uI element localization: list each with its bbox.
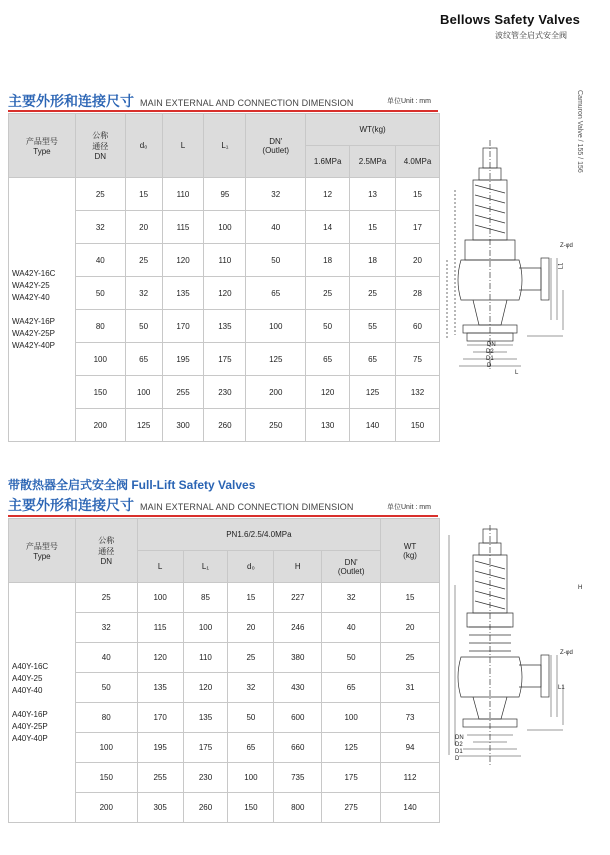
table-cell: 175 bbox=[183, 733, 228, 763]
col-dn-cn2: 通径 bbox=[92, 142, 109, 151]
table-cell: 175 bbox=[204, 343, 246, 376]
table-cell: 227 bbox=[274, 583, 322, 613]
table-cell: 255 bbox=[162, 376, 204, 409]
table-cell: 65 bbox=[246, 277, 306, 310]
table-cell: 65 bbox=[322, 673, 381, 703]
drawing1-label-d2: D2 bbox=[486, 349, 494, 355]
section2-heading bbox=[8, 495, 354, 515]
col-wt-p1: 1.6MPa bbox=[306, 146, 350, 178]
table-cell: 32 bbox=[228, 673, 274, 703]
model-name: A40Y-25P bbox=[12, 721, 48, 731]
dimension-table-2 bbox=[8, 518, 440, 823]
col-wt-p3: 4.0MPa bbox=[396, 146, 440, 178]
col-type-en: Type bbox=[33, 146, 51, 156]
table-cell: 95 bbox=[204, 178, 246, 211]
table-cell: 305 bbox=[137, 793, 183, 823]
table-cell: 100 bbox=[228, 763, 274, 793]
col-dnp: DN' bbox=[269, 136, 283, 146]
page-header-subtitle: 波纹管全启式安全阀 bbox=[495, 31, 567, 40]
table-cell: 100 bbox=[246, 310, 306, 343]
table-cell: 55 bbox=[350, 310, 396, 343]
table-cell: 110 bbox=[183, 643, 228, 673]
section1-unit: 单位Unit : mm bbox=[387, 98, 431, 105]
table-cell: 40 bbox=[246, 211, 306, 244]
table-cell: 110 bbox=[204, 244, 246, 277]
table-cell: 15 bbox=[381, 583, 440, 613]
table-cell: 125 bbox=[246, 343, 306, 376]
drawing2-label-h: H bbox=[578, 585, 583, 591]
table-cell: 40 bbox=[75, 643, 137, 673]
t2-col-wt-label: WT bbox=[403, 541, 417, 551]
table-cell: 140 bbox=[350, 409, 396, 442]
table-cell: 50 bbox=[125, 310, 162, 343]
table-cell: 20 bbox=[381, 613, 440, 643]
table-cell: 130 bbox=[306, 409, 350, 442]
table-row bbox=[9, 583, 440, 613]
side-page-label: Camuron Valve / 155 / 156 bbox=[576, 90, 583, 173]
table-cell: 15 bbox=[350, 211, 396, 244]
table-cell: 150 bbox=[75, 763, 137, 793]
page-header-title: Bellows Safety Valves bbox=[440, 12, 581, 27]
drawing2-label-d: D bbox=[455, 756, 460, 762]
col-wt: WT(kg) bbox=[306, 114, 440, 146]
section1-heading-cn: 主要外形和连接尺寸 bbox=[8, 93, 134, 109]
col-dn-en: DN bbox=[94, 152, 107, 161]
table-cell: 115 bbox=[137, 613, 183, 643]
col-l: L bbox=[162, 114, 204, 178]
table-cell: 260 bbox=[204, 409, 246, 442]
table-cell: 430 bbox=[274, 673, 322, 703]
table-cell: 115 bbox=[162, 211, 204, 244]
table-cell: 300 bbox=[162, 409, 204, 442]
t2-col-type bbox=[9, 519, 76, 583]
table-cell: 50 bbox=[75, 673, 137, 703]
table-cell: 150 bbox=[75, 376, 125, 409]
table-cell: 100 bbox=[125, 376, 162, 409]
model-list bbox=[9, 178, 76, 442]
section2-unit: 单位Unit : mm bbox=[387, 504, 431, 511]
table-cell: 246 bbox=[274, 613, 322, 643]
drawing2-label-zd: Z-φd bbox=[560, 650, 573, 656]
table-cell: 100 bbox=[204, 211, 246, 244]
table-cell: 150 bbox=[228, 793, 274, 823]
model-name: A40Y-16C bbox=[12, 661, 49, 671]
model-name: A40Y-25 bbox=[12, 673, 43, 683]
table-cell: 140 bbox=[381, 793, 440, 823]
table-cell: 15 bbox=[228, 583, 274, 613]
table-cell: 120 bbox=[183, 673, 228, 703]
table-cell: 25 bbox=[75, 178, 125, 211]
model-name: WA42Y-25P bbox=[12, 328, 55, 338]
table-cell: 112 bbox=[381, 763, 440, 793]
table-cell: 100 bbox=[183, 613, 228, 643]
table-cell: 94 bbox=[381, 733, 440, 763]
table-cell: 135 bbox=[162, 277, 204, 310]
table-cell: 250 bbox=[246, 409, 306, 442]
model-name: A40Y-16P bbox=[12, 709, 48, 719]
table-cell: 260 bbox=[183, 793, 228, 823]
table-cell: 255 bbox=[137, 763, 183, 793]
col-wt-p2: 2.5MPa bbox=[350, 146, 396, 178]
table-cell: 65 bbox=[350, 343, 396, 376]
table-cell: 20 bbox=[396, 244, 440, 277]
t2-col-dn-cn2: 通径 bbox=[98, 547, 115, 556]
table-cell: 200 bbox=[75, 409, 125, 442]
table-cell: 50 bbox=[246, 244, 306, 277]
table-cell: 20 bbox=[228, 613, 274, 643]
table-cell: 230 bbox=[183, 763, 228, 793]
table-cell: 100 bbox=[75, 343, 125, 376]
table-cell: 170 bbox=[162, 310, 204, 343]
table-cell: 25 bbox=[125, 244, 162, 277]
table-cell: 735 bbox=[274, 763, 322, 793]
table-cell: 65 bbox=[306, 343, 350, 376]
table-cell: 85 bbox=[183, 583, 228, 613]
table-cell: 660 bbox=[274, 733, 322, 763]
table-cell: 135 bbox=[183, 703, 228, 733]
table-cell: 12 bbox=[306, 178, 350, 211]
table-cell: 13 bbox=[350, 178, 396, 211]
model-name: WA42Y-25 bbox=[12, 280, 50, 290]
table-cell: 600 bbox=[274, 703, 322, 733]
table-cell: 25 bbox=[75, 583, 137, 613]
drawing1-label-d1: D1 bbox=[486, 356, 494, 362]
t2-col-dn-cn1: 公称 bbox=[98, 536, 115, 545]
table-cell: 17 bbox=[396, 211, 440, 244]
table-cell: 60 bbox=[396, 310, 440, 343]
table-cell: 31 bbox=[381, 673, 440, 703]
table-cell: 50 bbox=[322, 643, 381, 673]
table-cell: 100 bbox=[322, 703, 381, 733]
t2-col-outlet: (Outlet) bbox=[337, 566, 365, 576]
t2-col-dn bbox=[75, 519, 137, 583]
col-type-cn: 产品型号 bbox=[25, 136, 58, 146]
col-outlet: (Outlet) bbox=[262, 145, 290, 155]
table-cell: 73 bbox=[381, 703, 440, 733]
table-cell: 32 bbox=[75, 211, 125, 244]
model-name bbox=[12, 697, 75, 709]
col-dn bbox=[75, 114, 125, 178]
table-cell: 120 bbox=[137, 643, 183, 673]
model-name: A40Y-40P bbox=[12, 733, 48, 743]
table-cell: 50 bbox=[228, 703, 274, 733]
table-cell: 25 bbox=[381, 643, 440, 673]
t2-col-kg: (kg) bbox=[403, 550, 417, 560]
table-cell: 80 bbox=[75, 703, 137, 733]
drawing1-label-l: L bbox=[515, 370, 519, 376]
col-dn-outlet bbox=[246, 114, 306, 178]
drawing2-label-d2: D2 bbox=[455, 742, 463, 748]
table-cell: 18 bbox=[350, 244, 396, 277]
col-type bbox=[9, 114, 76, 178]
table-cell: 32 bbox=[75, 613, 137, 643]
table-cell: 32 bbox=[246, 178, 306, 211]
drawing2-label-d1: D1 bbox=[455, 749, 463, 755]
table-cell: 195 bbox=[162, 343, 204, 376]
table-cell: 120 bbox=[162, 244, 204, 277]
table-row bbox=[9, 178, 440, 211]
model-name bbox=[12, 304, 75, 316]
section2-heading-cn: 主要外形和连接尺寸 bbox=[8, 497, 134, 513]
table-cell: 25 bbox=[306, 277, 350, 310]
t2-col-type-en: Type bbox=[33, 551, 51, 561]
section2-divider bbox=[8, 515, 438, 517]
col-dn-cn1: 公称 bbox=[92, 131, 109, 140]
table-cell: 50 bbox=[75, 277, 125, 310]
t2-col-pn: PN1.6/2.5/4.0MPa bbox=[137, 519, 380, 551]
table-cell: 380 bbox=[274, 643, 322, 673]
table-cell: 200 bbox=[246, 376, 306, 409]
table-cell: 20 bbox=[125, 211, 162, 244]
table-cell: 132 bbox=[396, 376, 440, 409]
table-cell: 32 bbox=[125, 277, 162, 310]
section1-heading bbox=[8, 91, 354, 111]
table-cell: 275 bbox=[322, 793, 381, 823]
t2-col-l1: L₁ bbox=[183, 551, 228, 583]
table-cell: 110 bbox=[162, 178, 204, 211]
table-cell: 195 bbox=[137, 733, 183, 763]
dimension-table-1 bbox=[8, 113, 440, 442]
drawing2-label-l1: L1 bbox=[558, 685, 565, 691]
section2-title: 带散热器全启式安全阀 Full-Lift Safety Valves bbox=[8, 478, 256, 492]
t2-col-d0: d₀ bbox=[228, 551, 274, 583]
table-cell: 125 bbox=[125, 409, 162, 442]
drawing1-label-d: D bbox=[487, 363, 492, 369]
table-cell: 125 bbox=[322, 733, 381, 763]
table-cell: 32 bbox=[322, 583, 381, 613]
table-cell: 200 bbox=[75, 793, 137, 823]
table-cell: 40 bbox=[75, 244, 125, 277]
table-cell: 800 bbox=[274, 793, 322, 823]
table-cell: 65 bbox=[125, 343, 162, 376]
model-name: WA42Y-40P bbox=[12, 340, 55, 350]
drawing1-label-dn: DN bbox=[487, 342, 496, 348]
t2-col-wt bbox=[381, 519, 440, 583]
table-cell: 125 bbox=[350, 376, 396, 409]
table-cell: 135 bbox=[137, 673, 183, 703]
t2-col-dnp: DN' bbox=[344, 557, 358, 567]
t2-col-dn-outlet bbox=[322, 551, 381, 583]
table-cell: 170 bbox=[137, 703, 183, 733]
table-cell: 135 bbox=[204, 310, 246, 343]
drawing2-label-dn: DN bbox=[455, 735, 464, 741]
table-cell: 230 bbox=[204, 376, 246, 409]
table-cell: 28 bbox=[396, 277, 440, 310]
drawing1-label-zd: Z-φd bbox=[560, 243, 573, 249]
col-l1: L₁ bbox=[204, 114, 246, 178]
t2-col-l: L bbox=[137, 551, 183, 583]
valve-drawing-2 bbox=[443, 525, 571, 770]
model-name: WA42Y-16P bbox=[12, 316, 55, 326]
section2-heading-en: MAIN EXTERNAL AND CONNECTION DIMENSION bbox=[140, 502, 354, 512]
model-name: WA42Y-40 bbox=[12, 292, 50, 302]
table-cell: 18 bbox=[306, 244, 350, 277]
table-cell: 50 bbox=[306, 310, 350, 343]
table-cell: 15 bbox=[125, 178, 162, 211]
table-cell: 175 bbox=[322, 763, 381, 793]
section1-divider bbox=[8, 110, 438, 112]
table-cell: 65 bbox=[228, 733, 274, 763]
model-list bbox=[9, 583, 76, 823]
t2-col-dn-en: DN bbox=[100, 557, 113, 566]
valve-drawing-1 bbox=[443, 140, 571, 375]
model-name: WA42Y-16C bbox=[12, 268, 56, 278]
t2-col-type-cn: 产品型号 bbox=[25, 541, 58, 551]
col-d0: d₀ bbox=[125, 114, 162, 178]
table-cell: 25 bbox=[350, 277, 396, 310]
drawing1-label-l1: L1 bbox=[558, 262, 565, 270]
table-cell: 80 bbox=[75, 310, 125, 343]
table-cell: 40 bbox=[322, 613, 381, 643]
table-cell: 120 bbox=[204, 277, 246, 310]
table-cell: 75 bbox=[396, 343, 440, 376]
table-cell: 100 bbox=[75, 733, 137, 763]
table-cell: 120 bbox=[306, 376, 350, 409]
table-cell: 100 bbox=[137, 583, 183, 613]
section1-heading-en: MAIN EXTERNAL AND CONNECTION DIMENSION bbox=[140, 98, 354, 108]
table-cell: 150 bbox=[396, 409, 440, 442]
t2-col-h: H bbox=[274, 551, 322, 583]
model-name: A40Y-40 bbox=[12, 685, 43, 695]
table-cell: 25 bbox=[228, 643, 274, 673]
table-cell: 15 bbox=[396, 178, 440, 211]
table-cell: 14 bbox=[306, 211, 350, 244]
